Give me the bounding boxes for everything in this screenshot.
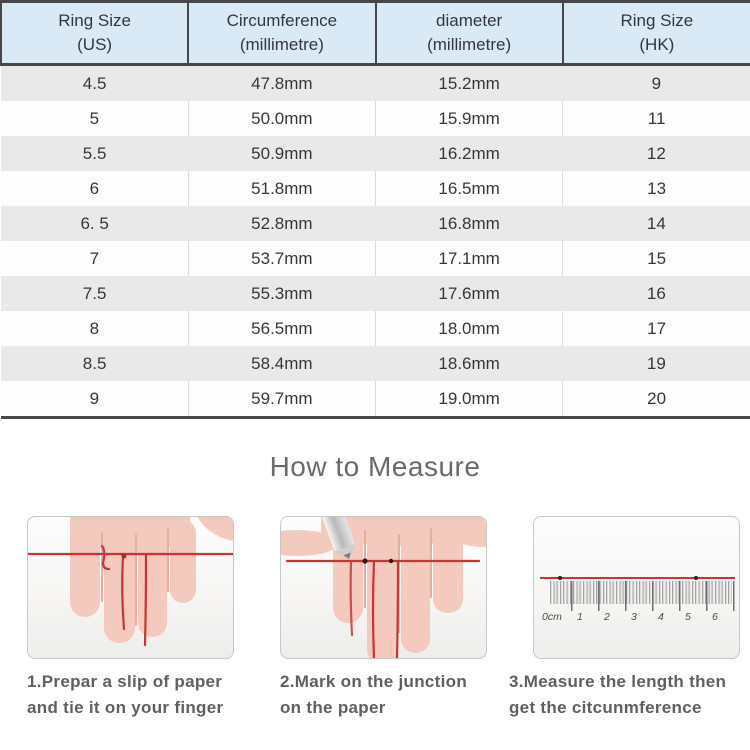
table-cell: 8.5 xyxy=(82,353,107,373)
ruler-label: 4 xyxy=(658,611,664,623)
table-header-row xyxy=(1,2,750,65)
caption-line: get the citcunmference xyxy=(509,698,702,717)
step-caption xyxy=(280,669,487,721)
table-cell: 58.4mm xyxy=(251,353,313,373)
table-cell: 11 xyxy=(563,101,750,136)
mark-dot-left xyxy=(558,576,562,580)
mark-dot-right xyxy=(694,576,698,580)
table-cell: 5 xyxy=(89,108,100,128)
table-cell: 17.6mm xyxy=(438,283,500,303)
table-row xyxy=(1,311,750,346)
table-cell: 56.5mm xyxy=(188,311,375,346)
table-row xyxy=(1,206,750,241)
table-cell: 16.5mm xyxy=(376,171,563,206)
table-cell: 47.8mm xyxy=(251,73,313,93)
table-cell: 15.9mm xyxy=(376,101,563,136)
table-cell: 19.0mm xyxy=(376,381,563,418)
table-cell: 5.5 xyxy=(82,143,107,163)
hand-graphic xyxy=(281,517,486,658)
table-cell: 13 xyxy=(563,171,750,206)
measured-thread-line xyxy=(540,577,735,579)
ruler-label: 2 xyxy=(604,611,610,623)
table-cell: 53.7mm xyxy=(188,241,375,276)
ruler-label: 6 xyxy=(712,611,718,623)
caption-line: on the paper xyxy=(280,698,386,717)
section-title: How to Measure xyxy=(269,451,481,482)
table-row xyxy=(1,65,750,102)
table-cell: 16.2mm xyxy=(438,143,500,163)
table-cell: 20 xyxy=(563,381,750,418)
table-cell: 7.5 xyxy=(82,283,107,303)
step-1 xyxy=(27,516,234,721)
ruler-cm-ticks xyxy=(571,581,739,611)
table-row xyxy=(1,241,750,276)
table-cell: 6 xyxy=(89,178,100,198)
column-header-label: Ring Size xyxy=(620,11,694,30)
table-cell: 9 xyxy=(651,73,662,93)
table-cell: 7 xyxy=(89,248,100,268)
table-cell: 17.1mm xyxy=(376,241,563,276)
caption-line: 2.Mark on the junction xyxy=(280,672,468,691)
table-row xyxy=(1,136,750,171)
how-to-measure-steps xyxy=(0,516,750,721)
table-cell: 51.8mm xyxy=(188,171,375,206)
ruler-label: 1 xyxy=(577,611,583,623)
table-row xyxy=(1,171,750,206)
step-caption xyxy=(509,669,740,721)
ruler-label: 5 xyxy=(685,611,691,623)
caption-line: 1.Prepar a slip of paper xyxy=(27,672,223,691)
step-3 xyxy=(509,516,740,721)
caption-line: 3.Measure the length then xyxy=(509,672,727,691)
ruler-label: 0cm xyxy=(542,611,562,623)
column-header-sublabel: (HK) xyxy=(639,35,675,54)
table-cell: 18.6mm xyxy=(438,353,500,373)
table-cell: 18.0mm xyxy=(376,311,563,346)
table-row xyxy=(1,276,750,311)
table-cell: 9 xyxy=(89,388,100,408)
column-header-diameter xyxy=(376,2,563,65)
table-row xyxy=(1,101,750,136)
column-header-label: diameter xyxy=(436,11,503,30)
table-cell: 12 xyxy=(646,143,666,163)
column-header-sublabel: (millimetre) xyxy=(239,35,324,54)
column-header-ring-size-us xyxy=(1,2,188,65)
caption-line: and tie it on your finger xyxy=(27,698,224,717)
column-header-ring-size-hk xyxy=(563,2,750,65)
ruler-label: 3 xyxy=(631,611,637,623)
ruler-illustration xyxy=(533,516,740,659)
table-cell: 16 xyxy=(646,283,666,303)
table-row xyxy=(1,346,750,381)
table-row xyxy=(1,381,750,418)
column-header-sublabel: (millimetre) xyxy=(427,35,512,54)
pen-marking-illustration xyxy=(280,516,487,659)
column-header-label: Circumference xyxy=(226,11,338,30)
step-caption xyxy=(27,669,234,721)
hand-with-thread-illustration xyxy=(27,516,234,659)
table-cell: 15 xyxy=(563,241,750,276)
table-cell: 15.2mm xyxy=(438,73,500,93)
table-cell: 50.0mm xyxy=(188,101,375,136)
column-header-label: Ring Size xyxy=(58,11,131,30)
column-header-circumference xyxy=(188,2,375,65)
table-cell: 17 xyxy=(563,311,750,346)
table-cell: 19 xyxy=(646,353,666,373)
table-cell: 52.8mm xyxy=(251,213,313,233)
table-cell: 14 xyxy=(646,213,666,233)
hand-graphic xyxy=(70,517,233,643)
table-cell: 8 xyxy=(89,318,100,338)
pen-marking-graphic xyxy=(281,517,486,658)
table-cell: 4.5 xyxy=(82,73,107,93)
table-cell: 50.9mm xyxy=(251,143,313,163)
table-cell: 6. 5 xyxy=(80,213,109,233)
hand-with-thread-graphic xyxy=(28,517,233,658)
table-cell: 16.8mm xyxy=(438,213,500,233)
step-2 xyxy=(280,516,487,721)
table-cell: 55.3mm xyxy=(251,283,313,303)
table-cell: 59.7mm xyxy=(188,381,375,418)
column-header-sublabel: (US) xyxy=(77,35,113,54)
